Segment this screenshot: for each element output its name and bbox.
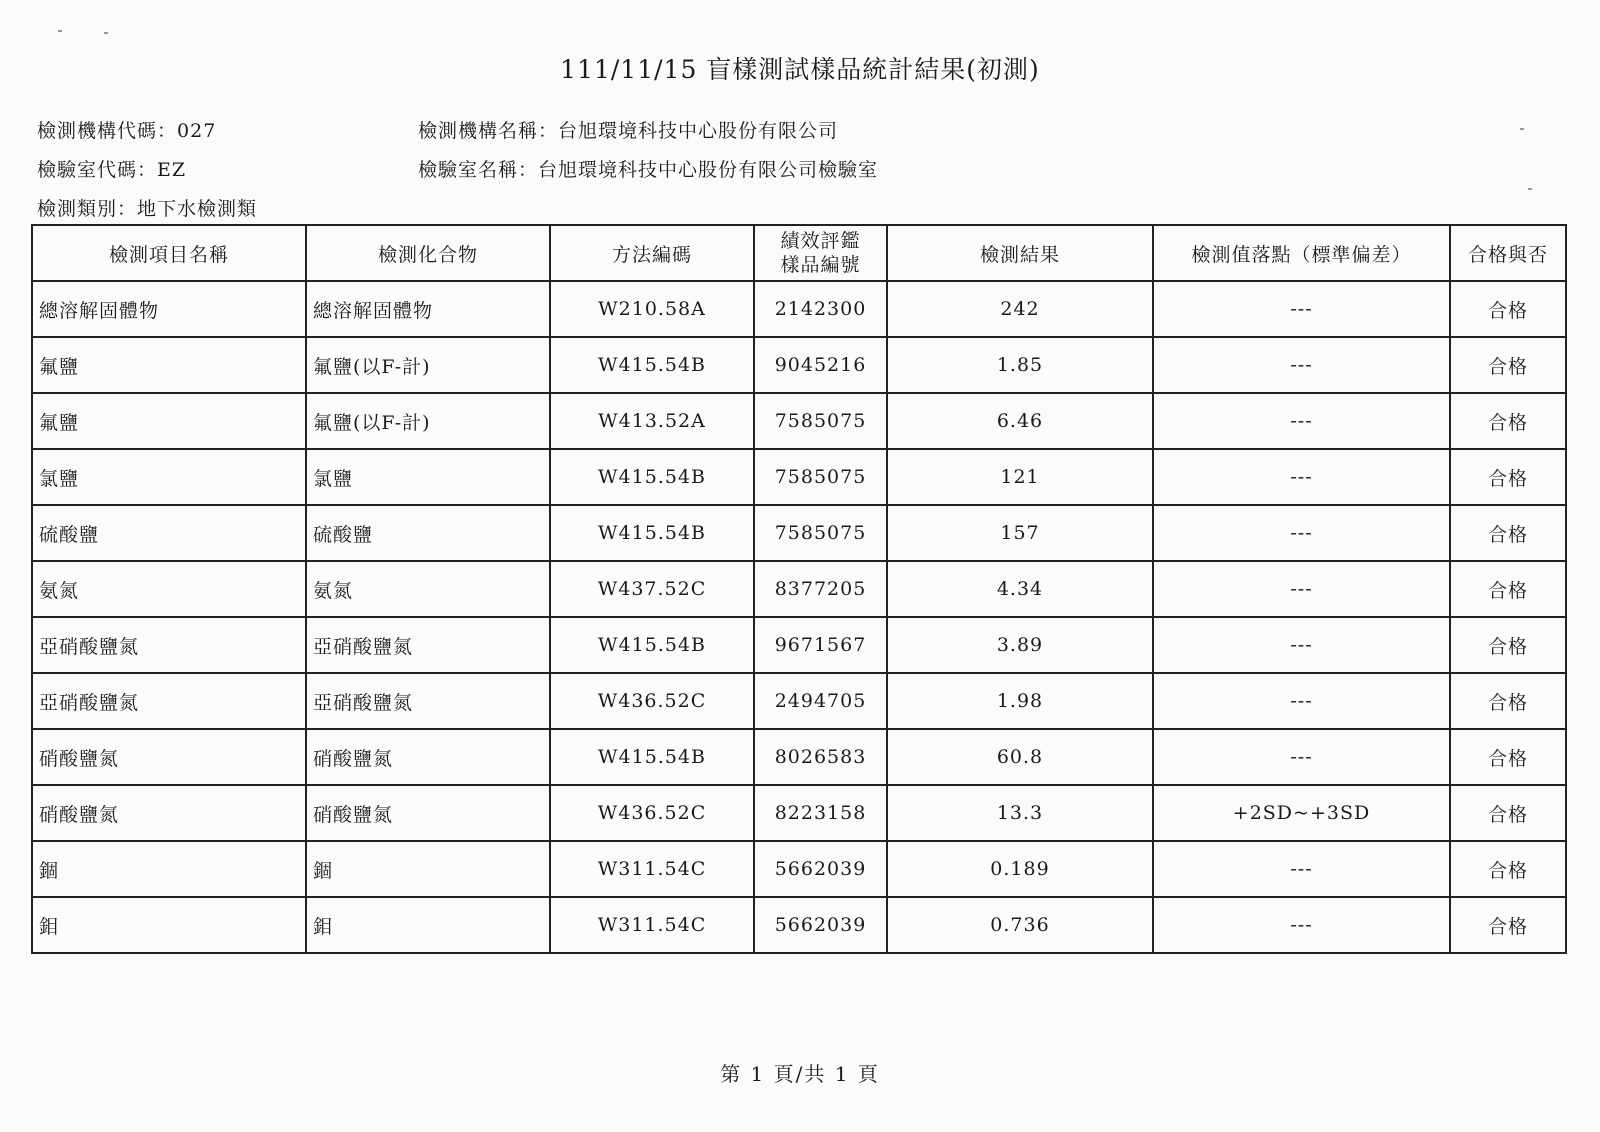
cell-pass: 合格 [1450,449,1566,505]
cell-sd: --- [1153,337,1450,393]
table-row [32,337,1566,393]
cell-sample: 7585075 [754,393,887,449]
cell-sample: 9671567 [754,617,887,673]
cell-compound: 硫酸鹽 [306,505,550,561]
cell-pass: 合格 [1450,897,1566,953]
cell-method: W415.54B [550,337,754,393]
cell-compound: 亞硝酸鹽氮 [306,673,550,729]
cell-item: 氯鹽 [32,449,306,505]
cell-method: W311.54C [550,897,754,953]
cell-compound: 錮 [306,841,550,897]
cell-item: 總溶解固體物 [32,281,306,337]
cell-result: 121 [887,449,1153,505]
cell-item: 亞硝酸鹽氮 [32,617,306,673]
table-row [32,785,1566,841]
table-row [32,561,1566,617]
cell-compound: 鉬 [306,897,550,953]
cell-sample: 2142300 [754,281,887,337]
cell-item: 亞硝酸鹽氮 [32,673,306,729]
lab-name-value: 台旭環境科技中心股份有限公司檢驗室 [538,159,879,181]
table-row [32,393,1566,449]
document-title: 111/11/15 盲樣測試樣品統計結果(初測) [560,55,1040,84]
cell-sample: 9045216 [754,337,887,393]
cell-method: W415.54B [550,505,754,561]
cell-compound: 亞硝酸鹽氮 [306,617,550,673]
cell-item: 氨氮 [32,561,306,617]
scan-speck [1520,128,1524,130]
lab-name-label: 檢驗室名稱： [418,159,539,181]
cell-compound: 硝酸鹽氮 [306,785,550,841]
cell-result: 4.34 [887,561,1153,617]
cell-pass: 合格 [1450,505,1566,561]
cell-result: 13.3 [887,785,1153,841]
cell-result: 1.85 [887,337,1153,393]
cell-result: 0.189 [887,841,1153,897]
cell-item: 硝酸鹽氮 [32,785,306,841]
cell-compound: 總溶解固體物 [306,281,550,337]
agency-code-label: 檢測機構代碼： [37,120,178,142]
cell-item: 硫酸鹽 [32,505,306,561]
cell-pass: 合格 [1450,393,1566,449]
header-row [32,225,1566,281]
cell-sample: 5662039 [754,897,887,953]
cell-sample: 7585075 [754,449,887,505]
table-row [32,673,1566,729]
table-header [32,225,1566,281]
agency-name-line [418,116,838,143]
cell-item: 硝酸鹽氮 [32,729,306,785]
cell-sd: --- [1153,673,1450,729]
cell-method: W415.54B [550,617,754,673]
cell-result: 1.98 [887,673,1153,729]
cell-sd: --- [1153,393,1450,449]
cell-method: W415.54B [550,449,754,505]
table-row [32,449,1566,505]
cell-compound: 氟鹽(以F-計) [306,337,550,393]
category-line [37,194,257,221]
scan-speck [104,32,108,34]
table-row [32,729,1566,785]
cell-pass: 合格 [1450,785,1566,841]
cell-pass: 合格 [1450,617,1566,673]
cell-sd: --- [1153,449,1450,505]
cell-pass: 合格 [1450,673,1566,729]
cell-compound: 氟鹽(以F-計) [306,393,550,449]
header-sample-id-line1: 績效評鑑 [780,230,861,252]
cell-method: W436.52C [550,673,754,729]
cell-item: 氟鹽 [32,337,306,393]
header-method: 方法編碼 [550,225,754,281]
cell-compound: 氨氮 [306,561,550,617]
cell-sd: --- [1153,729,1450,785]
cell-item: 鉬 [32,897,306,953]
cell-result: 60.8 [887,729,1153,785]
cell-sd: --- [1153,841,1450,897]
table-row [32,505,1566,561]
cell-compound: 氯鹽 [306,449,550,505]
cell-item: 氟鹽 [32,393,306,449]
header-compound: 檢測化合物 [306,225,550,281]
agency-code-line [37,116,216,143]
cell-pass: 合格 [1450,561,1566,617]
table-row [32,617,1566,673]
header-sample-id-line2: 樣品編號 [780,254,861,276]
cell-sample: 8377205 [754,561,887,617]
header-result: 檢測結果 [887,225,1153,281]
cell-sample: 2494705 [754,673,887,729]
header-sd-range: 檢測值落點（標準偏差） [1153,225,1450,281]
table-row [32,281,1566,337]
category-value: 地下水檢測類 [137,198,258,220]
cell-sample: 7585075 [754,505,887,561]
cell-sample: 8026583 [754,729,887,785]
lab-name-line [418,155,878,182]
cell-result: 6.46 [887,393,1153,449]
cell-sd: --- [1153,281,1450,337]
cell-result: 157 [887,505,1153,561]
table-row [32,897,1566,953]
agency-name-value: 台旭環境科技中心股份有限公司 [558,120,839,142]
lab-code-value: EZ [157,159,187,181]
cell-sd: +2SD~+3SD [1153,785,1450,841]
cell-method: W415.54B [550,729,754,785]
cell-sample: 8223158 [754,785,887,841]
agency-name-label: 檢測機構名稱： [418,120,559,142]
cell-result: 242 [887,281,1153,337]
cell-pass: 合格 [1450,337,1566,393]
lab-code-label: 檢驗室代碼： [37,159,158,181]
category-label: 檢測類別： [37,198,138,220]
table-body [32,281,1566,953]
header-sample-id [754,225,887,281]
cell-sd: --- [1153,505,1450,561]
lab-code-line [37,155,186,182]
cell-method: W210.58A [550,281,754,337]
cell-method: W413.52A [550,393,754,449]
cell-compound: 硝酸鹽氮 [306,729,550,785]
header-item-name: 檢測項目名稱 [32,225,306,281]
cell-sd: --- [1153,617,1450,673]
cell-method: W436.52C [550,785,754,841]
cell-pass: 合格 [1450,281,1566,337]
cell-pass: 合格 [1450,729,1566,785]
cell-item: 錮 [32,841,306,897]
page-footer: 第 1 頁/共 1 頁 [720,1062,880,1086]
header-pass: 合格與否 [1450,225,1566,281]
cell-result: 0.736 [887,897,1153,953]
cell-result: 3.89 [887,617,1153,673]
cell-sample: 5662039 [754,841,887,897]
results-table [31,224,1567,954]
scan-speck [58,30,62,32]
cell-method: W311.54C [550,841,754,897]
agency-code-value: 027 [177,120,217,142]
scan-speck [1528,188,1532,190]
cell-sd: --- [1153,561,1450,617]
table-row [32,841,1566,897]
cell-method: W437.52C [550,561,754,617]
cell-pass: 合格 [1450,841,1566,897]
cell-sd: --- [1153,897,1450,953]
